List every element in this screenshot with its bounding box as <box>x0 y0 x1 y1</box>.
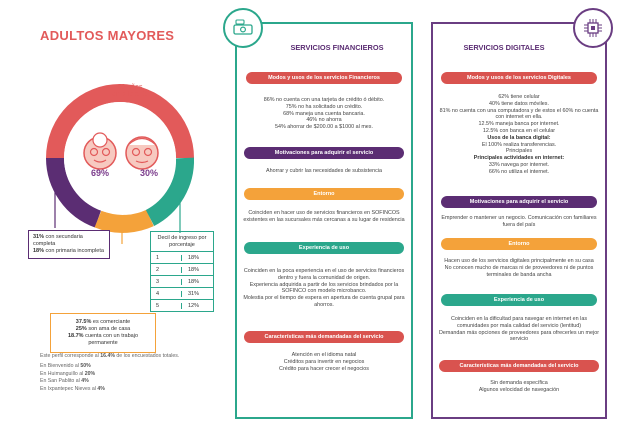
list-item <box>40 378 179 385</box>
footer-intro-text: Este perfil corresponde al <box>40 353 101 359</box>
occupation-box <box>50 313 156 353</box>
women-percentage: 69% <box>91 168 110 178</box>
edu-secundaria-text: con secundaria completa <box>33 234 83 247</box>
fin-section-motivaciones: Motivaciones para adquirir el servicio <box>244 147 404 159</box>
fin-experiencia-line: Experiencia adquirida a partir de los servicios brindados por la SOFINCO con modelo microbanco. <box>249 281 399 295</box>
profile-footer <box>40 353 179 393</box>
dig-modos-line: 12.5% con banca en el celular <box>482 127 556 134</box>
dig-banca-title: Usos de la banca digital: <box>487 134 551 141</box>
dig-internet-line: 33% navega por internet. <box>488 161 550 168</box>
dig-modos-line: 81% no cuenta con una computadora y de estos el 60% no cuenta con internet en ella. <box>439 107 599 121</box>
men-percentage: 30% <box>140 168 159 178</box>
fin-motivaciones-text: Ahorrar y cubrir las necesidades de subsistencia <box>266 168 382 174</box>
dig-internet-title: Principales actividades en internet: <box>473 155 565 162</box>
decile-cell: 4 <box>156 290 160 297</box>
dig-entorno-line: No conocen mucho de marcas ni de proveedores ni de puntos terminales de banda ancha <box>444 264 594 278</box>
table-row <box>151 251 213 263</box>
dig-modos-line: 62% tiene celular <box>498 94 540 100</box>
fin-section-experiencia: Experiencia de uso <box>244 242 404 254</box>
digital-services-panel <box>431 22 607 419</box>
dig-entorno-line: Hacen uso de los servicios digitales principalmente en su casa <box>444 258 594 264</box>
dig-experiencia-line: Demandan más opciones de proveedores para ofrecerles un mejor servicio <box>439 329 600 343</box>
footer-intro <box>40 353 179 360</box>
fin-modos-line: 46% no ahorra <box>306 117 342 124</box>
table-row <box>151 275 213 287</box>
occ-2-text: son ama de casa <box>86 326 131 332</box>
decile-cell: 5 <box>156 302 160 309</box>
fin-modos-line: 86% no cuenta con una tarjeta de crédito ó débito. <box>263 97 385 103</box>
fin-section-modos: Modos y usos de los servicios Financieros <box>246 72 402 84</box>
dig-section-caracteristicas: Características más demandadas del servicio <box>439 360 599 372</box>
table-row <box>151 299 213 311</box>
decile-cell: 2 <box>156 266 160 273</box>
footer-item-text: En San Pablito al <box>40 378 82 385</box>
fin-caracteristicas-text <box>243 352 405 372</box>
table-row <box>151 287 213 299</box>
footer-item-pct: 4% <box>97 385 105 392</box>
dig-experiencia-text <box>439 316 599 343</box>
digital-title: SERVICIOS DIGITALES <box>463 43 545 52</box>
financial-title: SERVICIOS FINANCIEROS <box>290 43 384 52</box>
decile-cell: 1 <box>156 254 160 261</box>
fin-caracteristicas-line: Atención en el idioma natal <box>291 352 357 358</box>
footer-item-text: En Huimanguillo al <box>40 370 85 377</box>
dig-section-experiencia: Experiencia de uso <box>441 294 597 306</box>
edu-primaria-pct: 18% <box>33 248 45 254</box>
dig-section-motivaciones: Motivaciones para adquirir el servicio <box>441 196 597 208</box>
table-row <box>151 263 213 275</box>
dig-motivaciones-text: Emprender o mantener un negocio. Comunicación con familiares fuera del país <box>441 215 597 228</box>
pct-cell: 12% <box>181 303 213 309</box>
pct-cell: 31% <box>181 291 213 297</box>
dig-modos-line: 40% tiene datos móviles. <box>489 100 549 107</box>
fin-entorno-text: Coinciden en hacer uso de servicios financieros en SOFINCOS existentes en las sucursales más cercanas a su lugar de residencia <box>243 210 405 223</box>
footer-item-pct: 20% <box>84 370 96 377</box>
fin-section-caracteristicas: Características más demandadas del servicio <box>244 331 404 343</box>
fin-modos-line: 54% ahorrar de $200.00 a $1000 al mes. <box>275 124 373 131</box>
education-box <box>28 230 110 259</box>
financial-services-panel <box>235 22 413 419</box>
elderly-man-icon <box>126 137 158 169</box>
edu-primaria-text: con primaria incompleta <box>44 248 104 254</box>
fin-modos-line: 68% maneja una cuenta bancaria. <box>283 110 365 117</box>
fin-modos-text <box>243 97 405 131</box>
income-decile-table <box>150 231 214 312</box>
dig-banca-line: El 100% realiza transferencias. <box>481 141 557 148</box>
donut-segment-orange <box>98 218 150 224</box>
fin-caracteristicas-line: Crédito para hacer crecer el negocios <box>279 365 369 372</box>
decile-table-header: Decil de ingreso por porcentaje <box>157 235 207 248</box>
pct-cell: 18% <box>181 267 213 273</box>
dig-caracteristicas-line: Sin demanda específica <box>490 380 548 386</box>
footer-intro-pct: 16.4% <box>100 353 115 359</box>
page-title: ADULTOS MAYORES <box>40 28 175 43</box>
list-item <box>40 363 179 370</box>
dig-caracteristicas-text <box>439 380 599 394</box>
footer-item-pct: 50% <box>80 363 91 370</box>
pct-cell: 18% <box>181 279 213 285</box>
dig-entorno-text <box>439 258 599 278</box>
pct-cell: 18% <box>181 255 213 261</box>
fin-experiencia-line: Coinciden en la poca experiencia en el uso de servicios financieros dentro y fuera la comunidad de origen. <box>243 268 405 281</box>
dig-internet-line: 66% no utiliza el internet. <box>488 168 550 175</box>
fin-experiencia-line: Molestia por el tiempo de espera en apertura de cuenta grupal para ahorros. <box>243 295 405 308</box>
footer-item-text: En Ixpantepec Nieves al <box>40 385 98 392</box>
dig-banca-line: Principales <box>505 148 533 155</box>
list-item <box>40 371 179 378</box>
footer-intro-end: de los encuestados totales. <box>114 353 180 359</box>
fin-caracteristicas-line: Créditos para invertir en negocios <box>283 358 365 365</box>
edu-secundaria-pct: 31% <box>33 234 45 240</box>
occ-1-pct: 37.5% <box>75 319 92 325</box>
occ-2-pct: 25% <box>75 326 87 332</box>
age-line-1: 60 años <box>117 84 143 91</box>
dig-modos-line: 12.5% maneja banca por internet. <box>478 121 560 128</box>
age-donut-chart <box>30 48 210 248</box>
dig-modos-text <box>439 94 599 176</box>
chip-icon <box>573 8 613 48</box>
age-line-2: en adelante <box>111 91 149 98</box>
occ-3-text: cuenta con un trabajo permanente <box>83 333 139 346</box>
fin-modos-line: 75% no ha solicitado un crédito. <box>285 103 363 110</box>
footer-item-text: En Bienvenido al <box>40 363 81 370</box>
dig-section-modos: Modos y usos de los servicios Digitales <box>441 72 597 84</box>
dig-experiencia-line: Coinciden en la dificultad para navegar en internet en las comunidades por mala calidad del servicio (lentitud) <box>450 316 588 329</box>
dig-caracteristicas-line: Algunos velocidad de navegación <box>478 386 560 393</box>
fin-experiencia-text <box>243 268 405 309</box>
fin-section-entorno: Entorno <box>244 188 404 200</box>
money-icon <box>223 8 263 48</box>
dig-section-entorno: Entorno <box>441 238 597 250</box>
age-range-label <box>100 84 160 98</box>
occ-1-text: es comerciante <box>91 319 131 325</box>
footer-item-pct: 4% <box>81 378 89 385</box>
occ-3-pct: 18.7% <box>67 333 84 339</box>
list-item <box>40 386 179 393</box>
decile-cell: 3 <box>156 278 160 285</box>
